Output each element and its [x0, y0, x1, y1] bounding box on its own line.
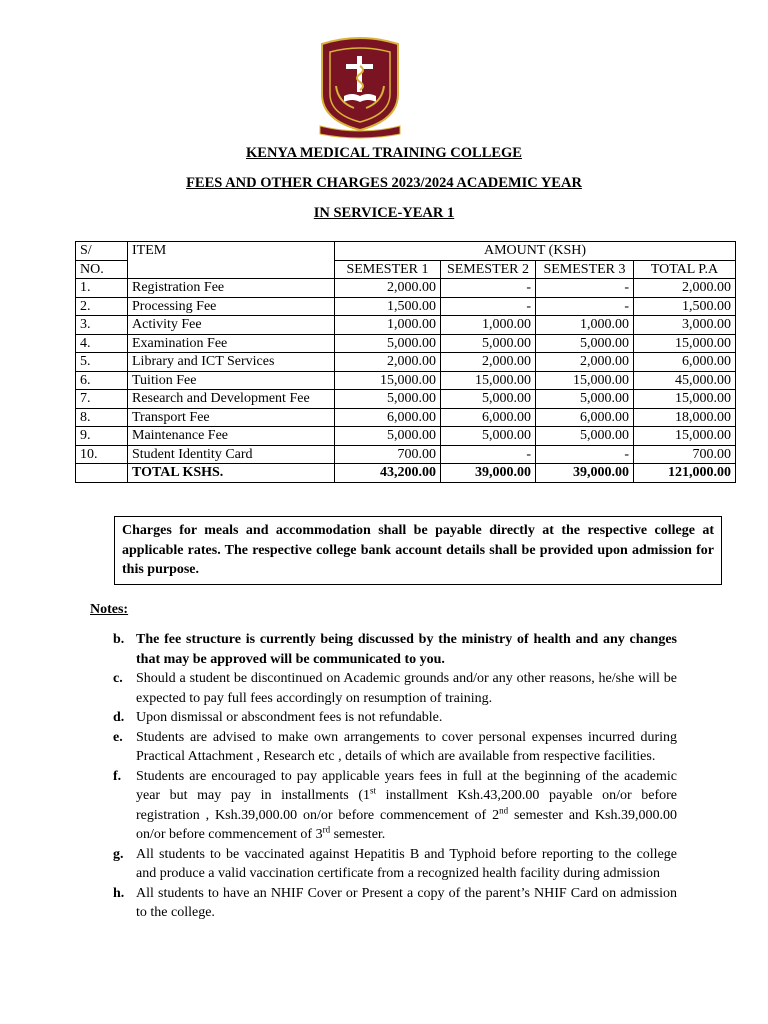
note-text: [136, 669, 677, 708]
cell-no: 10.: [76, 445, 128, 464]
note-letter: f.: [113, 768, 122, 784]
note-letter: e.: [113, 729, 123, 745]
cell-s3: 1,000.00: [536, 316, 634, 335]
empty-cell: [76, 464, 128, 483]
cell-no: 7.: [76, 390, 128, 409]
cell-no: 1.: [76, 279, 128, 298]
program-title: IN SERVICE-YEAR 1: [313, 205, 455, 221]
table-row: [76, 371, 736, 390]
table-row: [76, 390, 736, 409]
cell-s1: 5,000.00: [335, 334, 441, 353]
cell-item: Library and ICT Services: [128, 353, 335, 372]
note-text-content: Upon dismissal or abscondment fees is not refundable.: [136, 710, 443, 725]
col-header: TOTAL P.A: [634, 260, 736, 279]
sno-header: S/: [76, 242, 128, 261]
college-title: KENYA MEDICAL TRAINING COLLEGE: [246, 145, 522, 161]
note-text-content: Should a student be discontinued on Academic grounds and/or any other reasons, he/she will be expected to pay full fees accordingly on resumption of training.: [136, 671, 677, 706]
sno-header-2: NO.: [76, 260, 128, 279]
table-row: [76, 316, 736, 335]
col-header: SEMESTER 2: [441, 260, 536, 279]
cell-no: 9.: [76, 427, 128, 446]
cell-s2: 5,000.00: [441, 427, 536, 446]
note-text-content: All students to have an NHIF Cover or Present a copy of the parent’s NHIF Card on admission to the college.: [136, 885, 677, 920]
table-row: [76, 427, 736, 446]
note-text-part: installment Ksh.43,200.00 payable on/or before registration , Ksh.39,000.00 on/or before commencement of 2: [136, 788, 677, 823]
note-letter: h.: [113, 885, 125, 901]
cell-s3: 5,000.00: [536, 427, 634, 446]
table-row: [76, 408, 736, 427]
note-text-part: semester and Ksh.39,000.00 on/or before commencement of 3: [136, 807, 677, 842]
note-text: [136, 708, 677, 728]
cell-s1: 5,000.00: [335, 390, 441, 409]
cell-no: 6.: [76, 371, 128, 390]
cell-s1: 5,000.00: [335, 427, 441, 446]
note-text-content: Students are advised to make own arrangements to cover personal expenses incurred during Practical Attachment , Research etc , details of which are available from respective facilities.: [136, 729, 677, 764]
note-item: [113, 728, 677, 767]
cell-s1: 15,000.00: [335, 371, 441, 390]
note-text-content: All students to be vaccinated against Hepatitis B and Typhoid before reporting to the college and produce a valid vaccination certificate from a recognized health facility during admission: [136, 846, 677, 881]
total-label: TOTAL KSHS.: [128, 464, 335, 483]
note-text: [136, 728, 677, 767]
cell-item: Tuition Fee: [128, 371, 335, 390]
cell-item: Registration Fee: [128, 279, 335, 298]
cell-s1: 2,000.00: [335, 353, 441, 372]
note-item: [113, 630, 677, 669]
ordinal-suffix: st: [369, 785, 376, 796]
notes-title: Notes:: [90, 602, 129, 617]
cell-s2: 5,000.00: [441, 390, 536, 409]
college-logo: [316, 36, 404, 140]
note-letter: d.: [113, 710, 125, 725]
cell-total: 15,000.00: [634, 427, 736, 446]
cell-s3: 2,000.00: [536, 353, 634, 372]
cell-item: Activity Fee: [128, 316, 335, 335]
cell-no: 5.: [76, 353, 128, 372]
cell-total: 1,500.00: [634, 297, 736, 316]
total-s2: 39,000.00: [441, 464, 536, 483]
cell-s2: 5,000.00: [441, 334, 536, 353]
fees-table: [75, 241, 736, 483]
ordinal-suffix: rd: [322, 824, 331, 835]
table-row: [76, 297, 736, 316]
notes-list: [113, 630, 677, 923]
total-s1: 43,200.00: [335, 464, 441, 483]
ordinal-suffix: nd: [499, 804, 509, 815]
cell-s1: 6,000.00: [335, 408, 441, 427]
note-text: [136, 845, 677, 884]
note-text-part: Students are encouraged to pay applicable years fees in full at the beginning of the academic year but may pay in installments (1: [136, 768, 677, 803]
total-pa: 121,000.00: [634, 464, 736, 483]
cell-s2: -: [441, 445, 536, 464]
cell-s3: 15,000.00: [536, 371, 634, 390]
note-text-content: The fee structure is currently being discussed by the ministry of health and any changes that may be approved will be communicated to you.: [136, 632, 677, 667]
col-header: SEMESTER 3: [536, 260, 634, 279]
cell-s1: 1,500.00: [335, 297, 441, 316]
cell-s2: 6,000.00: [441, 408, 536, 427]
cell-item: Maintenance Fee: [128, 427, 335, 446]
note-item: [113, 669, 677, 708]
cell-total: 6,000.00: [634, 353, 736, 372]
cell-s3: 6,000.00: [536, 408, 634, 427]
cell-no: 3.: [76, 316, 128, 335]
table-row: [76, 334, 736, 353]
col-header: SEMESTER 1: [335, 260, 441, 279]
note-item: [113, 884, 677, 923]
cell-s1: 700.00: [335, 445, 441, 464]
note-letter: g.: [113, 846, 124, 862]
cell-total: 15,000.00: [634, 390, 736, 409]
cell-total: 45,000.00: [634, 371, 736, 390]
cell-s2: -: [441, 279, 536, 298]
cell-total: 15,000.00: [634, 334, 736, 353]
note-text: [136, 630, 677, 669]
cell-total: 3,000.00: [634, 316, 736, 335]
cell-item: Student Identity Card: [128, 445, 335, 464]
cell-s3: 5,000.00: [536, 334, 634, 353]
note-text: [136, 884, 677, 923]
document-subtitle: FEES AND OTHER CHARGES 2023/2024 ACADEMIC YEAR: [186, 175, 582, 191]
cell-s2: 15,000.00: [441, 371, 536, 390]
table-row: [76, 279, 736, 298]
item-header: ITEM: [128, 242, 335, 279]
cell-item: Examination Fee: [128, 334, 335, 353]
cell-total: 18,000.00: [634, 408, 736, 427]
cell-s1: 1,000.00: [335, 316, 441, 335]
cell-s2: 1,000.00: [441, 316, 536, 335]
cell-item: Processing Fee: [128, 297, 335, 316]
cell-item: Transport Fee: [128, 408, 335, 427]
cell-item: Research and Development Fee: [128, 390, 335, 409]
cell-no: 8.: [76, 408, 128, 427]
note-letter: c.: [113, 671, 123, 686]
cell-s3: 5,000.00: [536, 390, 634, 409]
cell-s2: 2,000.00: [441, 353, 536, 372]
amount-header: AMOUNT (KSH): [335, 242, 736, 261]
note-item: [113, 767, 677, 845]
cell-no: 4.: [76, 334, 128, 353]
meals-accommodation-notice: Charges for meals and accommodation shall be payable directly at the respective college at applicable rates. The respective college bank account details shall be provided upon admission for this purpose.: [114, 516, 722, 585]
total-s3: 39,000.00: [536, 464, 634, 483]
cell-s1: 2,000.00: [335, 279, 441, 298]
note-text: [136, 767, 677, 845]
table-row: [76, 353, 736, 372]
note-item: [113, 845, 677, 884]
note-item: [113, 708, 677, 728]
table-row: [76, 445, 736, 464]
total-row: [76, 464, 736, 483]
cell-no: 2.: [76, 297, 128, 316]
table-header-row: [76, 242, 736, 261]
cell-s3: -: [536, 445, 634, 464]
cell-s2: -: [441, 297, 536, 316]
note-text-part: semester.: [330, 827, 386, 842]
cell-total: 700.00: [634, 445, 736, 464]
note-letter: b.: [113, 632, 125, 647]
cell-s3: -: [536, 279, 634, 298]
cell-total: 2,000.00: [634, 279, 736, 298]
cell-s3: -: [536, 297, 634, 316]
